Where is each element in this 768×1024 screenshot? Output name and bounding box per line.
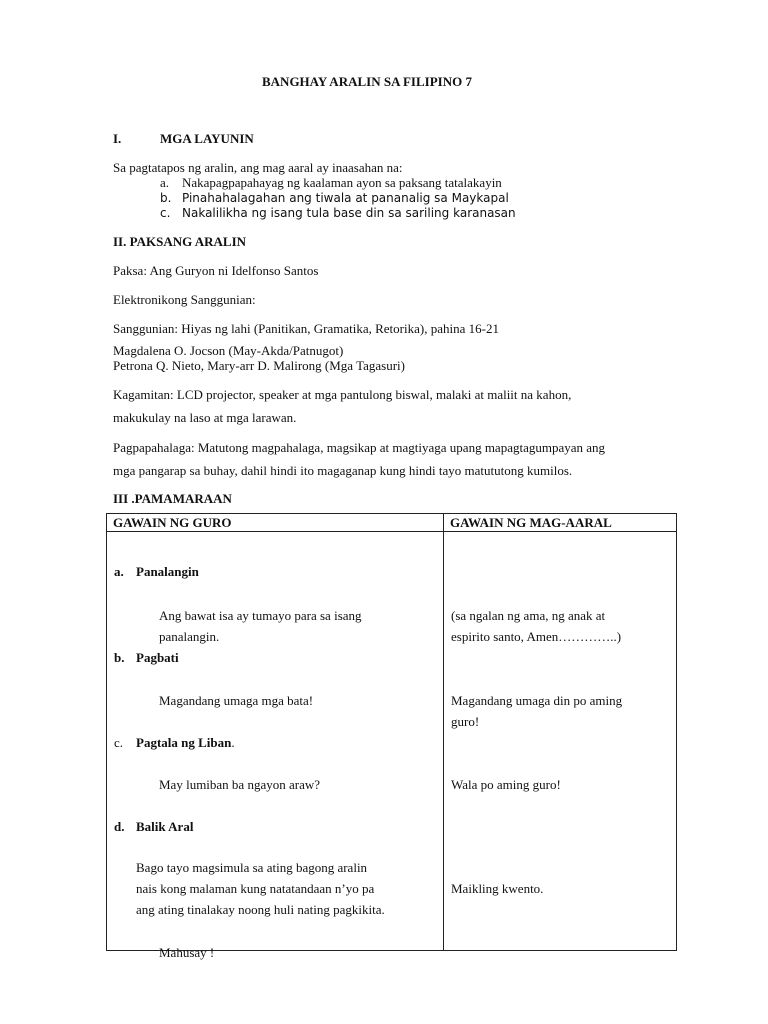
teacher-activities-cell [107,532,444,960]
objectives-intro: Sa pagtatapos ng aralin, ang mag aaral ay inaasahan na: [113,160,403,175]
teacher-line: panalangin. [159,629,220,644]
section-1-heading: MGA LAYUNIN [160,131,254,146]
author-line: Magdalena O. Jocson (May-Akda/Patnugot) [113,343,344,358]
column-header-student: GAWAIN NG MAG-AARAL [444,514,677,532]
teacher-line: Bago tayo magsimula sa ating bagong aralin [136,860,368,875]
objective-letter: c. [160,206,171,220]
pagpapahalaga-line: mga pangarap sa buhay, dahil hindi ito magaganap kung hindi tayo matututong kumilos. [113,463,573,478]
teacher-line: Mahusay ! [159,945,215,960]
table-header-row [107,514,677,532]
section-3-heading: III .PAMAMARAAN [113,491,232,506]
student-line: Wala po aming guro! [451,777,561,792]
teacher-line: ang ating tinalakay noong huli nating pagkikita. [136,902,385,917]
step-label-wrap [136,733,235,753]
student-line: guro! [451,714,480,729]
objective-text: Nakapagpapahayag ng kaalaman ayon sa paksang tatalakayin [182,175,502,190]
sanggunian-line: Sanggunian: Hiyas ng lahi (Panitikan, Gramatika, Retorika), pahina 16-21 [113,321,499,336]
paksa-line: Paksa: Ang Guryon ni Idelfonso Santos [113,263,319,278]
step-letter: b. [114,650,125,665]
document-title: BANGHAY ARALIN SA FILIPINO 7 [262,74,472,89]
objective-letter: a. [160,175,170,190]
column-header-teacher: GAWAIN NG GURO [107,514,444,532]
step-label: Panalangin [136,564,199,579]
reviewers-line: Petrona Q. Nieto, Mary-arr D. Malirong (Mga Tagasuri) [113,358,405,373]
student-activities-cell [444,532,677,951]
section-1-numeral: I. [113,131,122,146]
teacher-line: Ang bawat isa ay tumayo para sa isang [159,608,362,623]
step-label: Pagtala ng Liban [136,735,232,750]
teacher-line: nais kong malaman kung natatandaan n’yo pa [136,881,375,896]
student-line: espirito santo, Amen…………..) [451,629,622,644]
step-label: Pagbati [136,650,179,665]
table-row [107,532,677,951]
step-label-suffix: . [231,735,235,750]
objective-text: Pinahahalagahan ang tiwala at pananalig sa Maykapal [182,191,509,205]
step-label: Balik Aral [136,819,194,834]
kagamitan-line: makukulay na laso at mga larawan. [113,410,297,425]
procedure-table [106,513,677,960]
step-letter: a. [114,564,124,579]
student-line: Maikling kwento. [451,881,544,896]
objective-letter: b. [160,191,172,205]
step-letter: d. [114,819,125,834]
step-letter: c. [114,735,124,750]
teacher-line: Magandang umaga mga bata! [159,693,314,708]
pagpapahalaga-line: Pagpapahalaga: Matutong magpahalaga, magsikap at magtiyaga upang mapagtagumpayan ang [113,440,606,455]
kagamitan-line: Kagamitan: LCD projector, speaker at mga pantulong biswal, malaki at maliit na kahon, [113,387,572,402]
section-2-heading: II. PAKSANG ARALIN [113,234,247,249]
objective-text: Nakalilikha ng isang tula base din sa sariling karanasan [182,206,516,220]
student-line: Magandang umaga din po aming [451,693,623,708]
teacher-line: May lumiban ba ngayon araw? [159,777,321,792]
student-line: (sa ngalan ng ama, ng anak at [451,608,606,623]
elektronikong-sanggunian: Elektronikong Sanggunian: [113,292,256,307]
